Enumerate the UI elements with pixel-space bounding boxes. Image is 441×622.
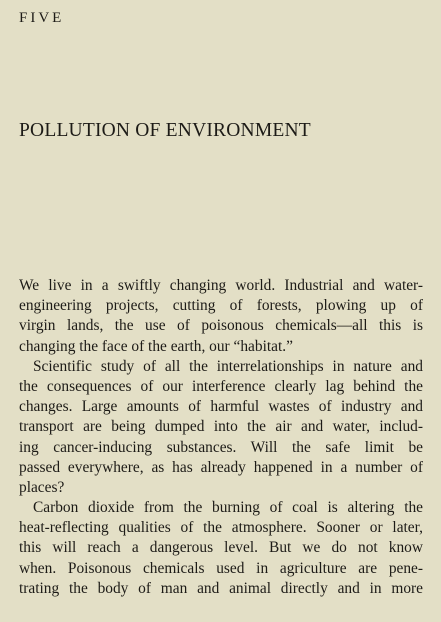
text-line: changes. Large amounts of harmful wastes of industry and [19,398,423,416]
text-line: Scientific study of all the interrelationships in nature and [33,357,423,375]
text-line: ing cancer-inducing substances. Will the safe limit be [19,438,423,456]
text-line: when. Poisonous chemicals used in agriculture are pene- [19,559,423,577]
text-line: trating the body of man and animal directly and in more [19,579,423,597]
text-line: We live in a swiftly changing world. Industrial and water- [19,277,423,294]
text-line: heat-reflecting qualities of the atmosphere. Sooner or later, [19,519,423,537]
chapter-number: FIVE [19,10,65,26]
text-line: Carbon dioxide from the burning of coal is altering the [33,499,423,517]
text-line: passed everywhere, as has already happened in a number of [19,458,423,476]
paragraph-1 [19,276,423,357]
text-line: virgin lands, the use of poisonous chemicals—all this is [19,317,423,335]
text-line: places? [19,478,65,496]
paragraph-2 [19,357,423,498]
text-line: changing the face of the earth, our “habitat.” [19,337,293,355]
text-line: engineering projects, cutting of forests, plowing up of [19,297,423,315]
chapter-title: POLLUTION OF ENVIRONMENT [19,120,311,141]
paragraph-3 [19,498,423,599]
text-line: this will reach a dangerous level. But we do not know [19,539,423,557]
body-text [19,276,423,599]
text-line: transport are being dumped into the air and water, includ- [19,418,423,436]
text-line: the consequences of our interference clearly lag behind the [19,377,423,395]
